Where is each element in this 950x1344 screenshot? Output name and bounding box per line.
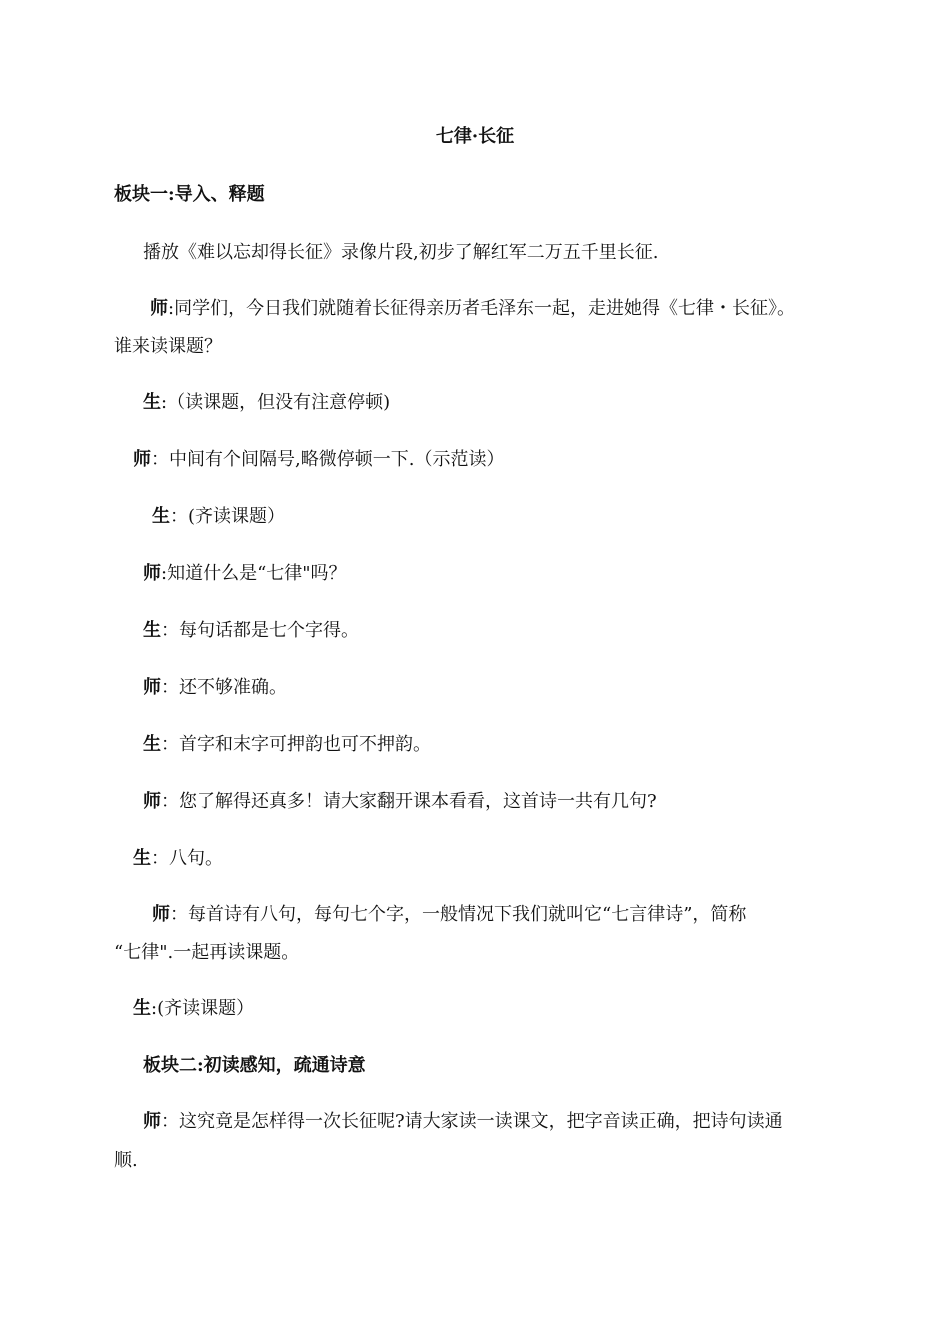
speaker-label: 师 — [152, 904, 170, 925]
dialogue-text: ：这究竟是怎样得一次长征呢?请大家读一读课文，把字音读正确，把诗句读通 — [161, 1111, 783, 1132]
section-heading-2: 板块二:初读感知，疏通诗意 — [143, 1055, 366, 1076]
speaker-label: 生 — [152, 506, 170, 527]
dialogue-line — [143, 1109, 783, 1135]
dialogue-text: :(齐读课题） — [151, 998, 255, 1019]
dialogue-line — [150, 296, 795, 322]
speaker-label: 师 — [143, 791, 161, 812]
dialogue-line — [133, 447, 504, 473]
speaker-label: 生 — [133, 848, 151, 869]
dialogue-line — [143, 675, 287, 701]
dialogue-text: ：首字和末字可押韵也可不押韵。 — [161, 734, 431, 755]
dialogue-continuation: 谁来读课题？ — [114, 336, 222, 357]
dialogue-text: ：您了解得还真多！请大家翻开课本看看，这首诗一共有几句? — [161, 791, 657, 812]
speaker-label: 师 — [133, 449, 151, 470]
speaker-label: 师 — [150, 298, 168, 319]
dialogue-text: ：(齐读课题） — [170, 506, 286, 527]
speaker-label: 生 — [143, 734, 161, 755]
speaker-label: 生 — [143, 620, 161, 641]
dialogue-line — [152, 504, 285, 530]
dialogue-text: :知道什么是“七律"吗？ — [161, 563, 347, 584]
speaker-label: 生 — [133, 998, 151, 1019]
dialogue-text: :同学们，今日我们就随着长征得亲历者毛泽东一起，走进她得《七律・长征》。 — [168, 298, 796, 319]
dialogue-line — [133, 846, 223, 872]
dialogue-text: ：每首诗有八句，每句七个字，一般情况下我们就叫它“七言律诗”，简称 — [170, 904, 747, 925]
document-title: 七律·长征 — [435, 126, 515, 147]
speaker-label: 师 — [143, 563, 161, 584]
dialogue-text: ：每句话都是七个字得。 — [161, 620, 359, 641]
dialogue-text: ：还不够准确。 — [161, 677, 287, 698]
speaker-label: 师 — [143, 1111, 161, 1132]
dialogue-text: :（读课题，但没有注意停顿) — [161, 392, 391, 413]
dialogue-continuation: 顺. — [114, 1150, 138, 1171]
section-heading-1: 板块一:导入、释题 — [114, 184, 265, 205]
dialogue-line — [143, 732, 431, 758]
dialogue-line — [152, 902, 746, 928]
dialogue-line — [143, 618, 359, 644]
dialogue-line — [143, 789, 657, 815]
dialogue-text: ：八句。 — [151, 848, 223, 869]
dialogue-line — [143, 390, 390, 416]
dialogue-line — [133, 996, 254, 1022]
dialogue-continuation: “七律".一起再读课题。 — [114, 942, 300, 963]
dialogue-line — [143, 561, 347, 587]
speaker-label: 师 — [143, 677, 161, 698]
dialogue-text: ：中间有个间隔号,略微停顿一下.（示范读） — [151, 449, 505, 470]
intro-paragraph: 播放《难以忘却得长征》录像片段,初步了解红军二万五千里长征. — [143, 242, 659, 263]
speaker-label: 生 — [143, 392, 161, 413]
